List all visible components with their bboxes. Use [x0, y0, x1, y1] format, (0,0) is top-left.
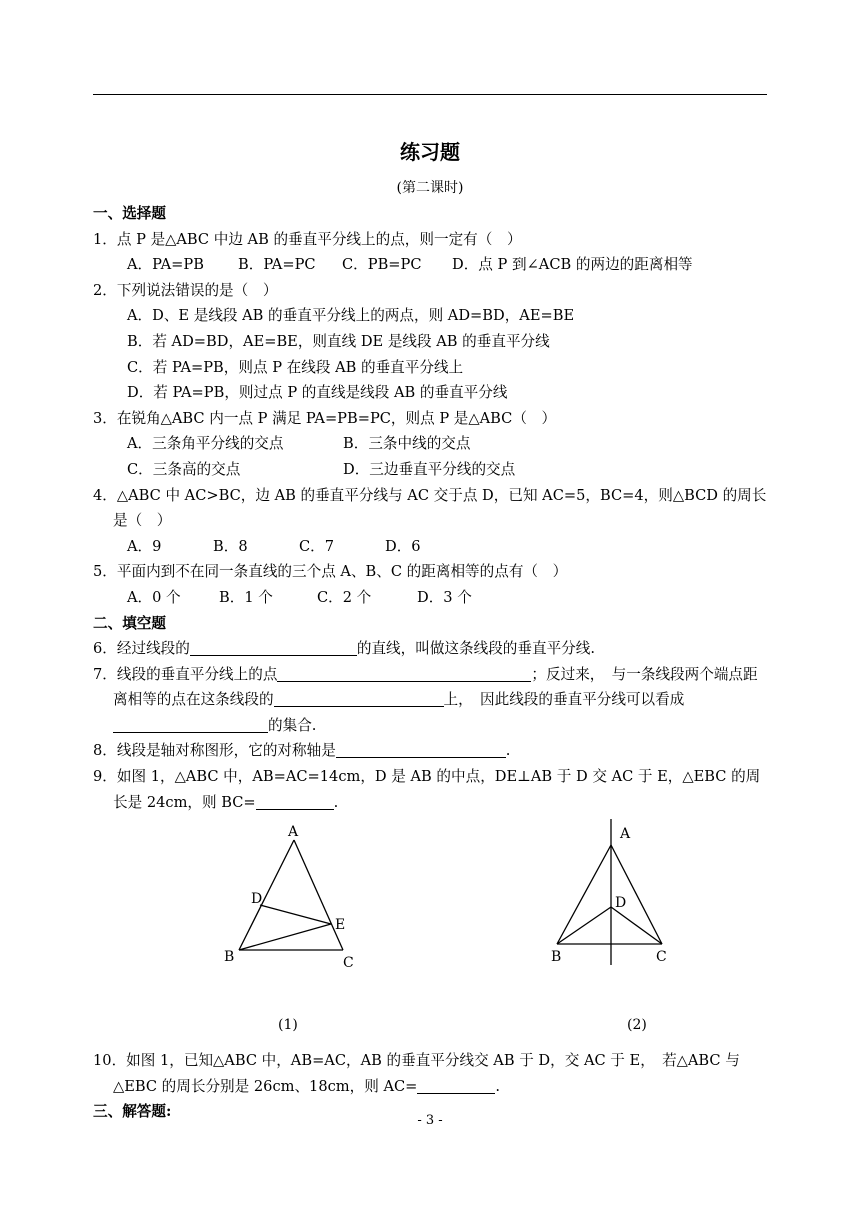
question-1-stem: 1．点 P 是△ABC 中边 AB 的垂直平分线上的点，则一定有（ ）	[93, 230, 522, 248]
figure-1-triangle-diagram	[219, 825, 369, 975]
question-7-text: 上， 因此线段的垂直平分线可以看成	[443, 691, 685, 709]
section-heading-answer: 三、解答题:	[93, 1103, 172, 1121]
option-b: B．1 个	[219, 588, 273, 606]
question-3-options-row2	[93, 457, 769, 483]
label-a: A	[620, 826, 631, 843]
question-7-text: 的集合.	[268, 716, 317, 734]
label-d: D	[615, 895, 627, 912]
question-9-text: .	[333, 793, 339, 811]
option-b: B．若 AD=BD，AE=BE，则直线 DE 是线段 AB 的垂直平分线	[127, 332, 550, 350]
question-3-stem: 3．在锐角△ABC 内一点 P 满足 PA=PB=PC，则点 P 是△ABC（ ）	[93, 409, 557, 427]
question-1-options	[93, 252, 769, 278]
label-a: A	[288, 825, 299, 841]
header-rule	[93, 94, 767, 95]
question-7-text: 7．线段的垂直平分线上的点	[93, 665, 278, 683]
figures-area	[93, 815, 769, 1048]
answer-blank[interactable]	[256, 793, 334, 810]
segment-ab	[239, 840, 294, 950]
section-heading-choice: 一、选择题	[93, 205, 166, 222]
option-b: B．8	[213, 537, 248, 555]
option-c: C．7	[299, 537, 335, 555]
question-7	[93, 662, 769, 739]
label-d: D	[251, 891, 263, 908]
question-4-stem: 4．△ABC 中 AC>BC，边 AB 的垂直平分线与 AC 交于点 D，已知 AC=5，BC=4，则△BCD 的周长是（ ）	[93, 486, 767, 530]
question-8	[93, 738, 769, 764]
question-6-text: 6．经过线段的	[93, 640, 190, 658]
figure-2-triangle-diagram	[543, 815, 683, 975]
question-10-text: 10．如图 1，已知△ABC 中，AB=AC，AB 的垂直平分线交 AB 于 D，交 AC 于 E， 若△ABC 与△EBC 的周长分别是 26cm、18cm，则 AC=	[93, 1052, 740, 1095]
question-6	[93, 636, 769, 662]
section-heading-fill: 二、填空题	[93, 614, 166, 632]
question-10	[93, 1048, 769, 1099]
option-c: C．若 PA=PB，则点 P 在线段 AB 的垂直平分线上	[127, 358, 464, 376]
option-a: A．9	[127, 537, 162, 555]
question-10-text: .	[495, 1077, 501, 1095]
question-7-text: ；反过来， 与一条线段两个端点距离相等的点在这条线段的	[113, 665, 758, 709]
option-c: C．PB=PC	[342, 256, 422, 274]
question-5-stem: 5．平面内到不在同一条直线的三个点 A、B、C 的距离相等的点有（ ）	[93, 563, 568, 581]
exercise-content	[93, 201, 769, 1125]
question-9-text: 9．如图 1，△ABC 中，AB=AC=14cm，D 是 AB 的中点，DE⊥AB 于 D 交 AC 于 E，△EBC 的周长是 24cm，则 BC=	[93, 768, 761, 811]
label-b: B	[224, 949, 235, 966]
option-d: D．三边垂直平分线的交点	[343, 460, 516, 478]
label-c: C	[343, 955, 354, 972]
answer-blank[interactable]	[190, 639, 357, 656]
option-b: B．PA=PC	[238, 256, 316, 274]
option-a: A．三条角平分线的交点	[127, 435, 284, 453]
segment-db	[557, 907, 611, 944]
question-8-text: .	[505, 742, 511, 760]
option-a: A．PA=PB	[127, 256, 204, 274]
answer-blank[interactable]	[277, 665, 531, 682]
label-c: C	[656, 949, 667, 966]
option-d: D．6	[385, 537, 421, 555]
question-5-options	[93, 585, 769, 611]
option-c: C．三条高的交点	[127, 460, 241, 478]
label-b: B	[551, 949, 562, 966]
page-subtitle: (第二课时)	[396, 180, 464, 196]
answer-blank[interactable]	[417, 1077, 495, 1094]
option-d: D．3 个	[417, 588, 472, 606]
question-4-options	[93, 534, 769, 560]
figure-2-caption: (2)	[627, 1017, 647, 1034]
question-2-stem: 2．下列说法错误的是（ ）	[93, 281, 278, 299]
segment-be	[239, 924, 331, 950]
page-title: 练习题	[400, 140, 460, 164]
segment-ac	[294, 840, 346, 950]
label-e: E	[335, 917, 346, 934]
answer-blank[interactable]	[113, 716, 268, 733]
page-number: - 3 -	[417, 1113, 443, 1128]
figure-1-caption: (1)	[278, 1017, 298, 1034]
option-d: D．若 PA=PB，则过点 P 的直线是线段 AB 的垂直平分线	[127, 384, 508, 402]
option-d: D．点 P 到∠ACB 的两边的距离相等	[452, 256, 693, 274]
option-b: B．三条中线的交点	[343, 435, 471, 453]
segment-ab	[557, 845, 611, 944]
option-c: C．2 个	[317, 588, 372, 606]
question-3-options-row1	[93, 431, 769, 457]
question-8-text: 8．线段是轴对称图形，它的对称轴是	[93, 742, 336, 760]
segment-de	[260, 905, 331, 924]
answer-blank[interactable]	[274, 690, 444, 707]
option-a: A．D、E 是线段 AB 的垂直平分线上的两点，则 AD=BD，AE=BE	[127, 307, 575, 325]
answer-blank[interactable]	[336, 741, 506, 758]
question-6-text: 的直线，叫做这条线段的垂直平分线.	[356, 640, 595, 658]
question-9	[93, 764, 769, 815]
segment-dc	[611, 907, 662, 944]
option-a: A．0 个	[127, 588, 181, 606]
